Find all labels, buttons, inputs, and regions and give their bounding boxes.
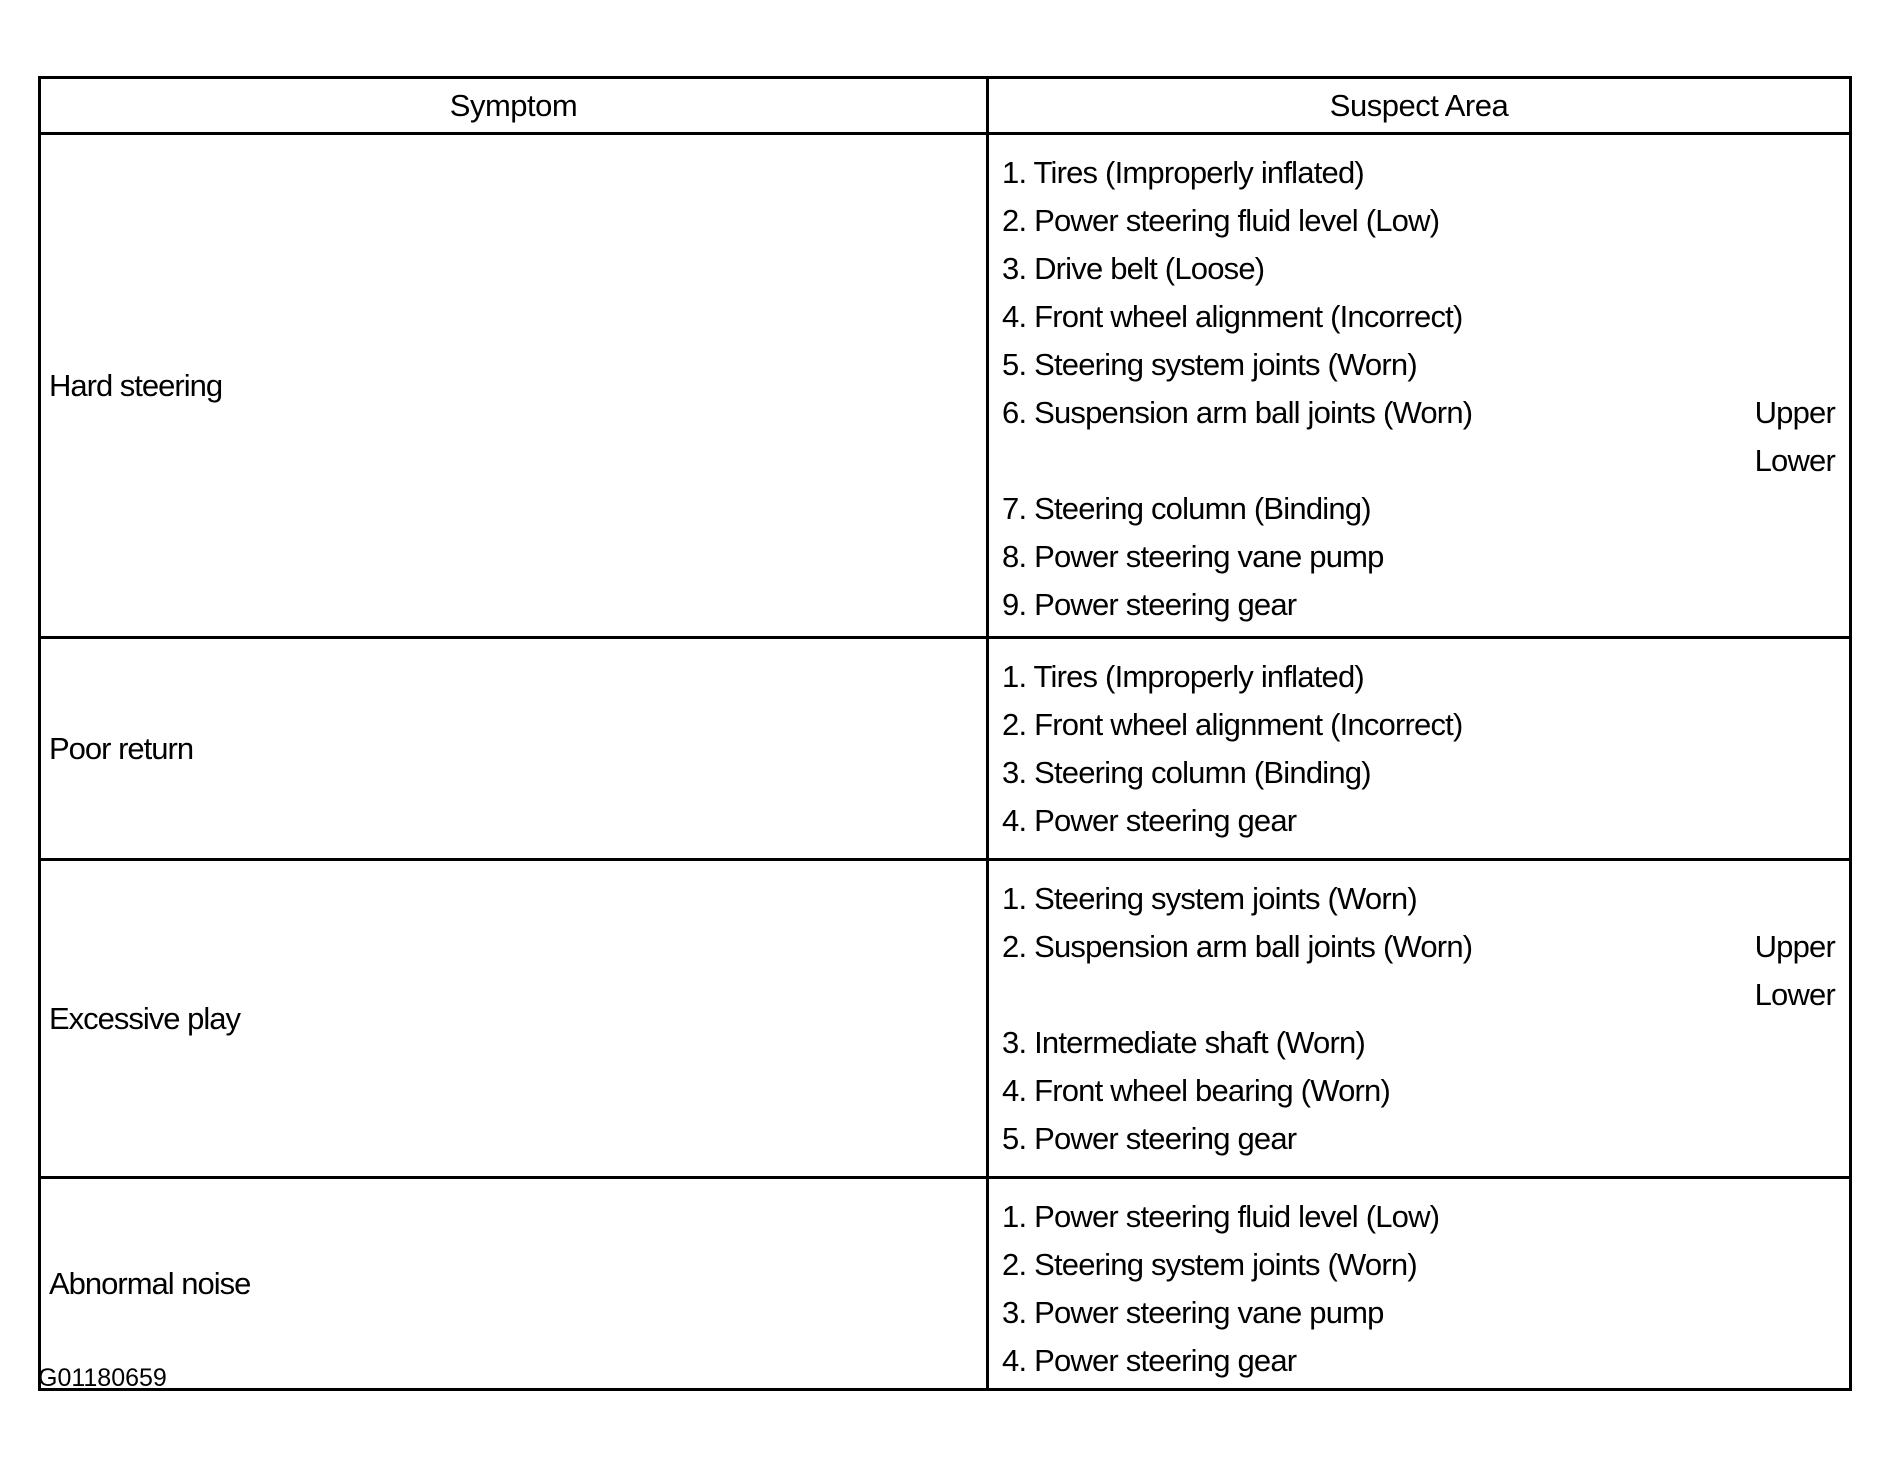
table-row-excessive-play xyxy=(40,860,1851,1178)
position-upper: Upper xyxy=(1754,929,1835,964)
symptom-cell: Excessive play xyxy=(40,860,988,1178)
suspect-item: 3. Steering column (Binding) xyxy=(1002,755,1371,790)
suspect-item: 4. Power steering gear xyxy=(1002,803,1297,838)
suspect-item: 1. Power steering fluid level (Low) xyxy=(1002,1199,1440,1234)
suspect-area-cell xyxy=(988,860,1851,1178)
suspect-item: 1. Tires (Improperly inflated) xyxy=(1002,659,1364,694)
diagnosis-table xyxy=(38,76,1852,1391)
figure-id: G01180659 xyxy=(38,1364,167,1392)
symptom-cell: Poor return xyxy=(40,638,988,860)
suspect-item: 5. Steering system joints (Worn) xyxy=(1002,347,1417,382)
suspect-item: 2. Suspension arm ball joints (Worn) Upper xyxy=(1002,923,1835,971)
header-suspect-area: Suspect Area xyxy=(988,78,1851,134)
table-row-hard-steering xyxy=(40,134,1851,638)
position-lower: Lower xyxy=(1754,443,1835,478)
suspect-item: 1. Tires (Improperly inflated) xyxy=(1002,155,1364,190)
symptom-cell: Hard steering xyxy=(40,134,988,638)
suspect-item: 4. Front wheel alignment (Incorrect) xyxy=(1002,299,1463,334)
header-symptom: Symptom xyxy=(40,78,988,134)
suspect-area-cell xyxy=(988,638,1851,860)
table-header-row xyxy=(40,78,1851,134)
suspect-item: 4. Front wheel bearing (Worn) xyxy=(1002,1073,1391,1108)
suspect-item: 8. Power steering vane pump xyxy=(1002,539,1384,574)
suspect-area-cell xyxy=(988,134,1851,638)
suspect-item: 5. Power steering gear xyxy=(1002,1121,1297,1156)
suspect-item: 7. Steering column (Binding) xyxy=(1002,491,1371,526)
table-row-abnormal-noise xyxy=(40,1178,1851,1390)
suspect-item: 2. Steering system joints (Worn) xyxy=(1002,1247,1417,1282)
suspect-item: 2. Front wheel alignment (Incorrect) xyxy=(1002,707,1463,742)
suspect-item: 3. Intermediate shaft (Worn) xyxy=(1002,1025,1365,1060)
position-lower: Lower xyxy=(1754,977,1835,1012)
position-upper: Upper xyxy=(1754,395,1835,430)
suspect-item: 6. Suspension arm ball joints (Worn) Upper xyxy=(1002,389,1835,437)
suspect-item: 3. Drive belt (Loose) xyxy=(1002,251,1265,286)
suspect-area-cell xyxy=(988,1178,1851,1390)
suspect-item: 9. Power steering gear xyxy=(1002,587,1297,622)
suspect-item: 4. Power steering gear xyxy=(1002,1343,1297,1378)
table-row-poor-return xyxy=(40,638,1851,860)
suspect-item: 1. Steering system joints (Worn) xyxy=(1002,881,1417,916)
suspect-item: 3. Power steering vane pump xyxy=(1002,1295,1384,1330)
suspect-item: 2. Power steering fluid level (Low) xyxy=(1002,203,1440,238)
symptom-cell: Abnormal noise xyxy=(40,1178,988,1390)
